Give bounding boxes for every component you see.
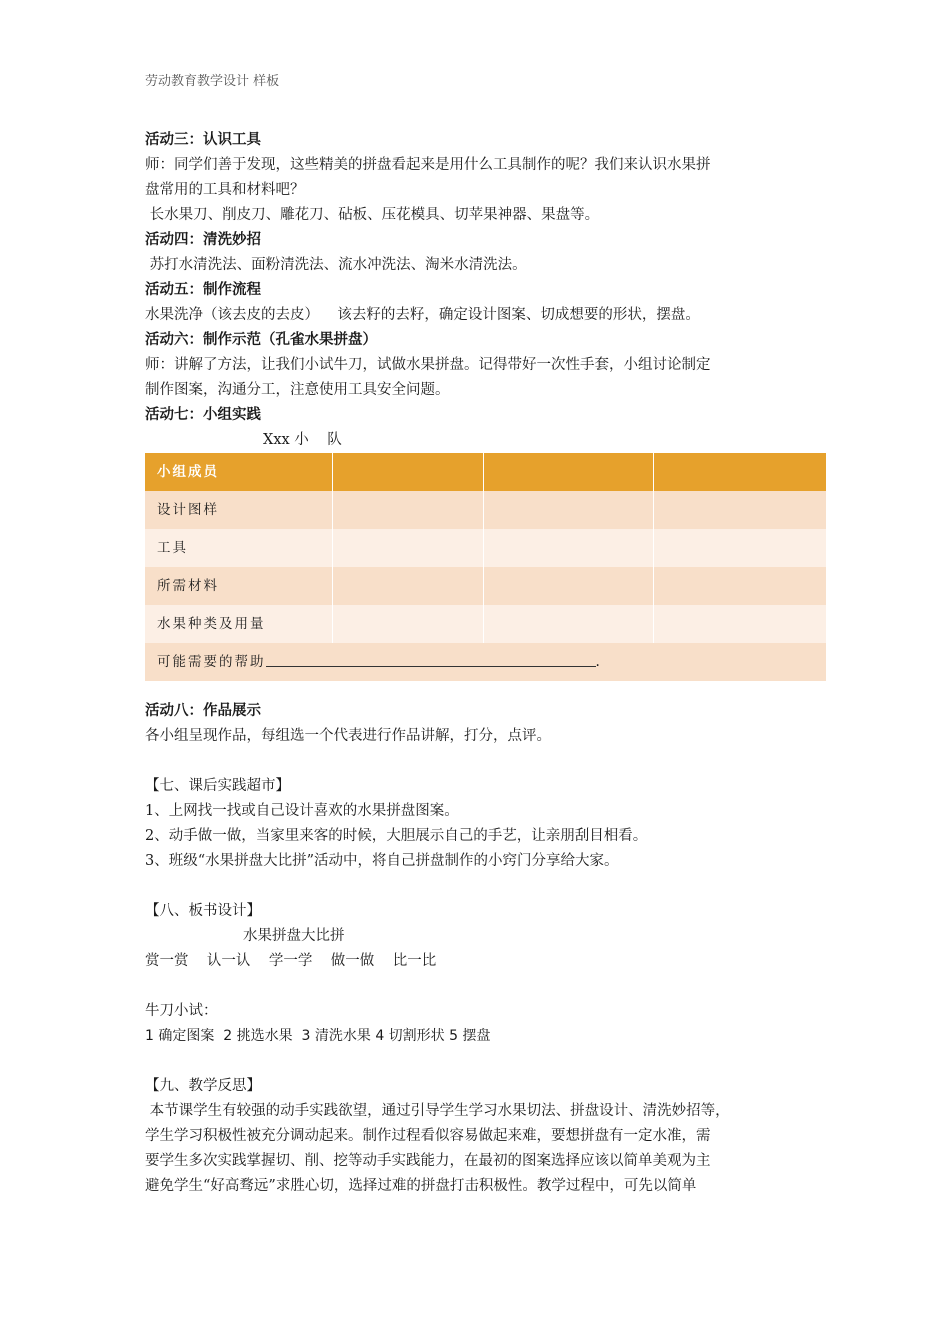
activity3-line2: 盘常用的工具和材料吧？ [145,182,305,198]
spacer [145,1049,815,1074]
table-cell[interactable] [484,605,654,643]
table-cell[interactable] [654,567,827,605]
section7-item: 1、上网找一找或自己设计喜欢的水果拼盘图案。 [145,803,459,819]
table-cell: 工具 [145,529,333,567]
group-practice-table [145,453,826,681]
table-row [145,567,826,605]
table-cell[interactable] [333,529,484,567]
table-cell[interactable] [333,605,484,643]
table-cell[interactable] [333,567,484,605]
spacer [145,749,815,774]
reflection-line: 避免学生“好高骛远”求胜心切，选择过难的拼盘打击积极性。教学过程中，可先以简单 [145,1178,697,1194]
table-cell[interactable] [484,529,654,567]
trial-steps: 1 确定图案 2 挑选水果 3 清洗水果 4 切割形状 5 摆盘 [145,1028,491,1044]
reflection-line: 学生学习积极性被充分调动起来。制作过程看似容易做起来难，要想拼盘有一定水准，需 [145,1128,711,1144]
team-name: Xxx 小 队 [263,432,342,448]
table-cell[interactable] [484,453,654,491]
activity6-line1: 师：讲解了方法，让我们小试牛刀，试做水果拼盘。记得带好一次性手套，小组讨论制定 [145,357,711,373]
table-cell: 设计图样 [145,491,333,529]
help-cell [145,643,826,681]
table-cell: 小组成员 [145,453,333,491]
activity6-line2: 制作图案，沟通分工，注意使用工具安全问题。 [145,382,450,398]
table-cell[interactable] [654,453,827,491]
section8-title: 【八、板书设计】 [145,903,261,919]
help-end: . [595,653,602,670]
section7-item: 2、动手做一做，当家里来客的时候，大胆展示自己的手艺，让亲朋刮目相看。 [145,828,648,844]
section9-title: 【九、教学反思】 [145,1078,261,1094]
table-cell: 所需材料 [145,567,333,605]
reflection-line: 本节课学生有较强的动手实践欲望，通过引导学生学习水果切法、拼盘设计、清洗妙招等， [145,1103,730,1119]
activity5-line1: 水果洗净（该去皮的去皮） 该去籽的去籽，确定设计图案、切成想要的形状，摆盘。 [145,307,700,323]
section7-title: 【七、课后实践超市】 [145,778,290,794]
activity4-line1: 苏打水清洗法、面粉清洗法、流水冲洗法、淘米水清洗法。 [145,257,527,273]
table-cell[interactable] [654,491,827,529]
activity7-title: 活动七：小组实践 [145,407,261,423]
activity3-title: 活动三：认识工具 [145,132,261,148]
activity5-title: 活动五：制作流程 [145,282,261,298]
activity8-line1: 各小组呈现作品，每组选一个代表进行作品讲解，打分，点评。 [145,728,551,744]
table-row [145,643,826,681]
table-cell: 水果种类及用量 [145,605,333,643]
help-blank[interactable] [266,652,596,667]
activity3-line1: 师：同学们善于发现，这些精美的拼盘看起来是用什么工具制作的呢？我们来认识水果拼 [145,157,711,173]
activity8-title: 活动八：作品展示 [145,703,261,719]
document-body [145,128,815,1199]
table-cell[interactable] [484,567,654,605]
table-cell[interactable] [654,605,827,643]
table-row [145,491,826,529]
table-row [145,605,826,643]
spacer [145,681,815,699]
section7-item: 3、班级“水果拼盘大比拼”活动中，将自己拼盘制作的小窍门分享给大家。 [145,853,619,869]
spacer [145,974,815,999]
table-cell[interactable] [654,529,827,567]
table-cell[interactable] [333,453,484,491]
table-row [145,529,826,567]
help-label: 可能需要的帮助 [157,653,266,670]
table-cell[interactable] [333,491,484,529]
table-cell[interactable] [484,491,654,529]
table-row [145,453,826,491]
activity4-title: 活动四：清洗妙招 [145,232,261,248]
page-header: 劳动教育教学设计 样板 [145,74,280,89]
reflection-line: 要学生多次实践掌握切、削、挖等动手实践能力，在最初的图案选择应该以简单美观为主 [145,1153,711,1169]
activity3-line3: 长水果刀、削皮刀、雕花刀、砧板、压花模具、切苹果神器、果盘等。 [145,207,600,223]
activity6-title: 活动六：制作示范（孔雀水果拼盘） [145,332,377,348]
spacer [145,874,815,899]
board-subtitle: 水果拼盘大比拼 [243,928,345,944]
trial-label: 牛刀小试： [145,1003,218,1019]
board-line: 赏一赏 认一认 学一学 做一做 比一比 [145,953,437,969]
